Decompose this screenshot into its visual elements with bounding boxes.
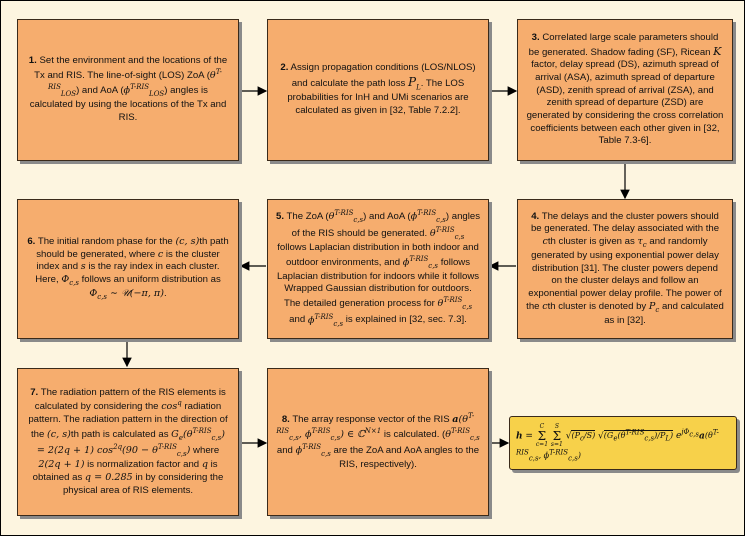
step-1-text: 1. Set the environment and the locations of the Tx and RIS. The line-of-sight (LOS) ZoA $(\theta^{T-RIS}_{LOS})$ and AoA $(\phi^{T-RIS}_{LOS})$ angles is calculated by using the locations of the Tx and RIS. — [28, 55, 228, 123]
step-4-box — [517, 199, 733, 339]
step-5-box — [267, 199, 489, 339]
step-1-box — [17, 19, 239, 161]
step-3-box — [517, 19, 733, 161]
step-8-box — [267, 368, 489, 516]
channel-equation-box — [509, 416, 737, 470]
step-3-text: 3. Correlated large scale parameters should be generated. Shadow fading (SF), Ricean K factor, delay spread (DS), azimuth spread of arrival (ASA), azimuth spread of departure (ASD), zenith spread of arrival (ZSA), and zenith spread of departure (ZSD) are generated by considering the cross correlation coefficients between each other given in [32, Table 7.3-6]. — [526, 32, 724, 147]
step-7-box — [17, 368, 239, 516]
step-6-text: 6. The initial random phase for the (c, s)th path should be generated, where c is the cluster index and s is the ray index in each cluster. Here, $\Phi_{c,s}$ follows an uniform distribution as $\Phi_{c,s}$ ∼ 𝒰(−π, π). — [27, 235, 229, 301]
step-6-box — [17, 199, 239, 339]
step-2-text: 2. Assign propagation conditions (LOS/NLOS) and calculate the path loss $P_L$. The LOS probabilities for InH and UMi scenarios are calculated as given in [32, Table 7.2.2]. — [280, 62, 476, 117]
channel-equation: h = C Σ c=1 S Σ s=1 $√(P_c/S)$ $√(G_e(\theta^{T-RIS}_{c,s})/P_L)$ $e^{j\Phi_{c,s}}a(\theta^{T-RIS}_{c,s}$, $\phi^{T-RIS}_{c,s}$) — [516, 422, 719, 463]
step-7-text: 7. The radiation pattern of the RIS elements is calculated by considering the $\cos^q$ radiation pattern. The radiation pattern in the direction of the (c, s)th path is calculated as $G_e(\theta^{T-RIS}_{c,s}) = 2(2q + 1) \cos^{2q}(90 - \theta^{T-RIS}_{c,s})$ where 2(2q + 1) is normalization factor and q is obtained as q = 0.285 in by considering the physical area of RIS elements. — [28, 386, 228, 496]
step-8-text: 8. The array response vector of the RIS $a(\theta^{T-RIS}_{c,s}$, $\phi^{T-RIS}_{c,s}$) ∈ ℂ$^{N\times 1}$ is calculated. ($\theta^{T-RIS}_{c,s}$ and $\phi^{T-RIS}_{c,s}$ are the ZoA and AoA angles to the RIS, respectively). — [276, 411, 480, 471]
step-2-box — [267, 19, 489, 161]
step-5-text: 5. The ZoA $(\theta^{T-RIS}_{c,s})$ and AoA $(\phi^{T-RIS}_{c,s})$ angles of the RIS should be generated. $\theta^{T-RIS}_{c,s}$ follows Laplacian distribution in both indoor and outdoor environments, and $\phi^{T-RIS}_{c,s}$ follows Laplacian distribution for indoors while it follows Wrapped Gaussian distribution for outdoors. The detailed generation process for $\theta^{T-RIS}_{c,s}$ and $\phi^{T-RIS}_{c,s}$ is explained in [32, sec. 7.3]. — [276, 209, 481, 328]
step-4-text: 4. The delays and the cluster powers should be generated. The delay associated with the cth cluster is given as $\tau_c$ and randomly generated by using exponential power delay distribution [31]. The cluster powers depend on the cluster delays and follow an exponential power delay profile. The power of the cth cluster is denoted by $P_c$ and calculated as in [32]. — [526, 210, 724, 326]
